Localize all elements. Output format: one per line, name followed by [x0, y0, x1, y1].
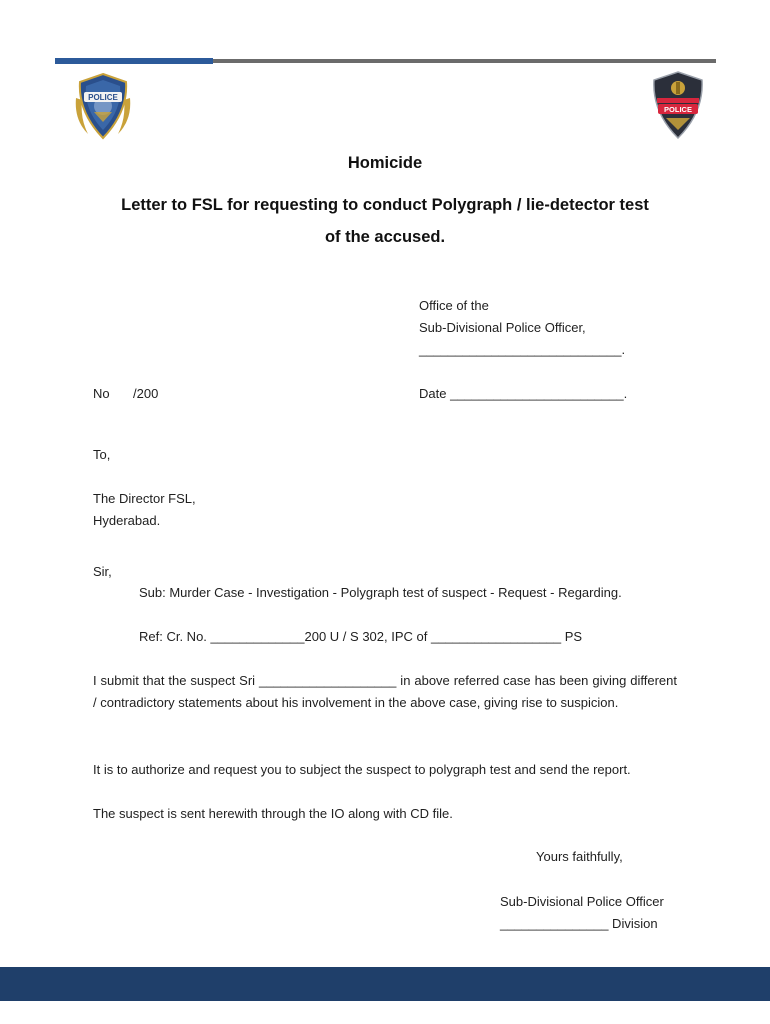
police-crest-logo	[70, 68, 136, 144]
reference-number-value: /200	[133, 386, 159, 401]
header-rule	[55, 59, 716, 63]
signature-title: Sub-Divisional Police Officer	[500, 894, 664, 909]
document-title-line1: Letter to FSL for requesting to conduct Polygraph / lie-detector test	[121, 196, 649, 214]
subject-line: Sub: Murder Case - Investigation - Polygraph test of suspect - Request - Regarding.	[139, 585, 622, 600]
body-paragraph-1: I submit that the suspect Sri ___________________ in above referred case has been giving different / contradictory statements about his involvement in the above case, giving rise to suspicion.	[93, 673, 677, 710]
document-title-line2: of the accused.	[324, 228, 446, 246]
police-crest-emblem-icon	[70, 68, 136, 144]
reference-number-label: No	[93, 386, 110, 401]
closing-line: Yours faithfully,	[536, 849, 623, 864]
salutation: Sir,	[93, 564, 112, 579]
office-line-1: Office of the	[419, 298, 489, 313]
addressee-line-1: The Director FSL,	[93, 491, 196, 506]
reference-line: Ref: Cr. No. _____________200 U / S 302, IPC of __________________ PS	[139, 629, 583, 644]
header-rule-accent	[55, 58, 213, 64]
body-paragraph-2: It is to authorize and request you to subject the suspect to polygraph test and send the report.	[93, 762, 631, 777]
document-heading: Homicide	[347, 154, 423, 172]
office-line-3: ____________________________.	[419, 342, 626, 357]
telangana-police-logo	[646, 68, 710, 142]
footer-band	[0, 967, 770, 1001]
date-field: Date ________________________.	[419, 386, 628, 401]
office-line-2: Sub-Divisional Police Officer,	[419, 320, 586, 335]
signature-division: _______________ Division	[500, 916, 658, 931]
addressee-line-2: Hyderabad.	[93, 513, 161, 528]
svg-text:POLICE: POLICE	[88, 93, 118, 102]
body-paragraph-3: The suspect is sent herewith through the IO along with CD file.	[93, 806, 453, 821]
svg-text:POLICE: POLICE	[664, 105, 692, 114]
to-line: To,	[93, 447, 111, 462]
telangana-state-police-badge-icon	[646, 68, 710, 142]
